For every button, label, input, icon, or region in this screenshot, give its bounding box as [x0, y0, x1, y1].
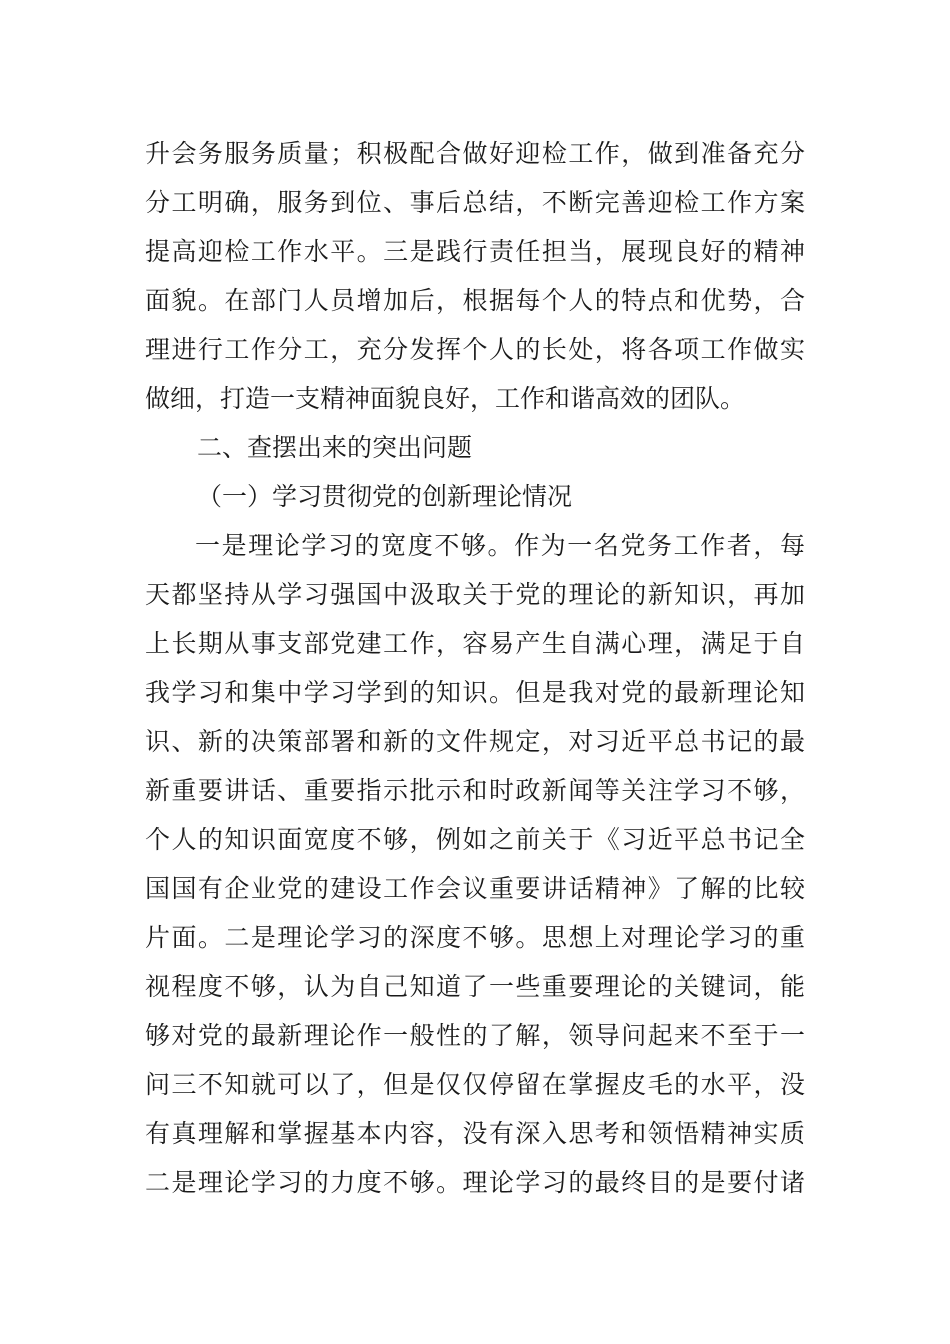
paragraph-line: 有真理解和掌握基本内容，没有深入思考和领悟精神实质: [145, 1119, 805, 1148]
paragraph-line: 我学习和集中学习学到的知识。但是我对党的最新理论知: [145, 678, 805, 707]
paragraph-line: 升会务服务质量；积极配合做好迎检工作，做到准备充分: [145, 139, 805, 168]
paragraph-line: 个人的知识面宽度不够，例如之前关于《习近平总书记全: [145, 825, 805, 854]
paragraph-line: 提高迎检工作水平。三是践行责任担当，展现良好的精神: [145, 237, 805, 266]
subsection-heading: （一）学习贯彻党的创新理论情况: [197, 482, 573, 511]
paragraph-line: 做细，打造一支精神面貌良好，工作和谐高效的团队。: [145, 384, 746, 413]
paragraph-line: 国国有企业党的建设工作会议重要讲话精神》了解的比较: [145, 874, 805, 903]
paragraph-line: 二是理论学习的力度不够。理论学习的最终目的是要付诸: [145, 1168, 805, 1197]
paragraph-line: 问三不知就可以了，但是仅仅停留在掌握皮毛的水平，没: [145, 1070, 805, 1099]
paragraph-line: 面貌。在部门人员增加后，根据每个人的特点和优势，合: [145, 286, 805, 315]
paragraph-line: 够对党的最新理论作一般性的了解，领导问起来不至于一: [145, 1021, 805, 1050]
paragraph-line: 分工明确，服务到位、事后总结，不断完善迎检工作方案: [145, 188, 805, 217]
paragraph-line: 天都坚持从学习强国中汲取关于党的理论的新知识，再加: [145, 580, 805, 609]
paragraph-line: 新重要讲话、重要指示批示和时政新闻等关注学习不够，: [145, 776, 805, 805]
paragraph-line: 上长期从事支部党建工作，容易产生自满心理，满足于自: [145, 629, 805, 658]
section-heading: 二、查摆出来的突出问题: [197, 433, 473, 462]
paragraph-line: 视程度不够，认为自己知道了一些重要理论的关键词，能: [145, 972, 805, 1001]
paragraph-line: 识、新的决策部署和新的文件规定，对习近平总书记的最: [145, 727, 805, 756]
paragraph-line: 理进行工作分工，充分发挥个人的长处，将各项工作做实: [145, 335, 805, 364]
paragraph-line: 片面。二是理论学习的深度不够。思想上对理论学习的重: [145, 923, 805, 952]
paragraph-line: 一是理论学习的宽度不够。作为一名党务工作者，每: [195, 531, 805, 560]
